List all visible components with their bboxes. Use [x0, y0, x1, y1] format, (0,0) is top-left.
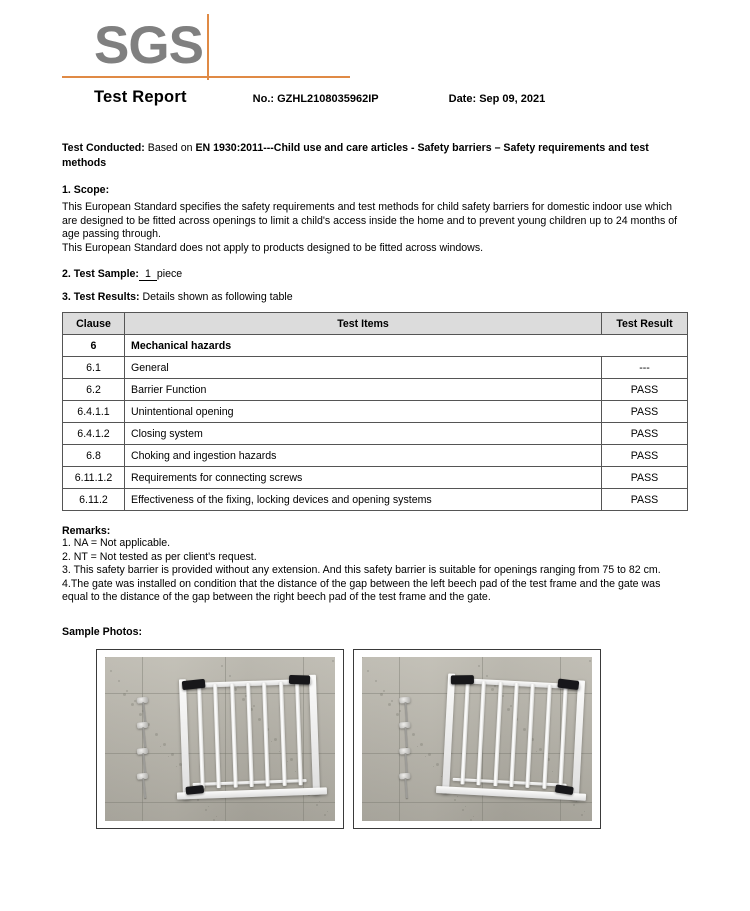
concrete-speck	[420, 743, 423, 746]
cell-test-result: PASS	[602, 401, 688, 423]
cell-test-item: Closing system	[125, 423, 602, 445]
concrete-speck	[581, 814, 583, 816]
cell-clause: 6.11.1.2	[63, 467, 125, 489]
gate-right-post	[572, 680, 585, 800]
cell-test-result: PASS	[602, 467, 688, 489]
gate-vertical-bar	[477, 681, 486, 785]
gate-vertical-bar	[279, 682, 287, 786]
mounting-screw	[136, 772, 155, 800]
gate-vertical-bar	[295, 681, 303, 785]
cell-test-item: Effectiveness of the fixing, locking devices and opening systems	[125, 489, 602, 511]
mounting-screw	[398, 696, 416, 723]
concrete-speck	[131, 703, 134, 706]
concrete-speck	[433, 766, 434, 767]
table-row	[63, 379, 688, 401]
concrete-speck	[126, 690, 128, 692]
concrete-speck	[205, 809, 207, 811]
cell-test-result: ---	[602, 357, 688, 379]
concrete-speck	[160, 746, 161, 747]
column-header-test-items: Test Items	[125, 313, 602, 335]
concrete-speck	[163, 743, 166, 746]
safety-gate	[442, 674, 586, 801]
gate-vertical-bar	[460, 680, 469, 784]
test-results-table	[62, 312, 688, 511]
concrete-seam	[105, 802, 335, 803]
table-row	[63, 357, 688, 379]
concrete-speck	[457, 796, 458, 797]
gate-vertical-bar	[509, 683, 518, 787]
sgs-logo	[94, 0, 688, 75]
report-date-label: Date:	[448, 93, 480, 105]
gate-vertical-bar	[246, 683, 254, 787]
sample-photo-2-image	[362, 657, 592, 821]
table-row	[63, 489, 688, 511]
column-header-clause: Clause	[63, 313, 125, 335]
report-header-row	[62, 88, 688, 107]
screw-shaft	[142, 702, 146, 722]
concrete-speck	[176, 766, 177, 767]
scope-heading: 1. Scope:	[62, 184, 110, 196]
screw-shaft	[142, 778, 146, 798]
cell-clause: 6.4.1.2	[63, 423, 125, 445]
report-date	[449, 93, 546, 105]
concrete-speck	[573, 804, 575, 806]
concrete-speck	[168, 756, 169, 757]
cell-test-item: Mechanical hazards	[125, 335, 688, 357]
concrete-speck	[216, 816, 217, 817]
mounting-screw	[398, 722, 416, 749]
scope-paragraph-2: This European Standard does not apply to products designed to be fitted across windows.	[62, 241, 484, 254]
safety-gate	[179, 675, 321, 799]
screw-shaft	[404, 702, 407, 722]
cell-test-item: General	[125, 357, 602, 379]
concrete-speck	[465, 806, 466, 807]
test-conducted-standard: EN 1930:2011---Child use and care articles - Safety barriers – Safety requirements and test methods	[62, 142, 649, 169]
scope-paragraph-1: This European Standard specifies the safety requirements and test methods for child safety barriers for domestic indoor use which are designed to be fitted across openings to limit a child's access inside the home and to prevent young children up to 24 months of age passing through.	[62, 201, 678, 241]
gate-vertical-bar	[525, 684, 534, 788]
concrete-speck	[388, 703, 391, 706]
mounting-screw	[136, 747, 155, 775]
concrete-speck	[332, 660, 334, 662]
table-header-row	[63, 313, 688, 335]
concrete-speck	[584, 811, 585, 812]
concrete-speck	[470, 819, 472, 821]
concrete-speck	[428, 753, 431, 756]
concrete-speck	[589, 660, 591, 662]
concrete-speck	[462, 809, 464, 811]
test-sample-unit: piece	[156, 268, 183, 281]
cell-clause: 6.2	[63, 379, 125, 401]
concrete-speck	[380, 693, 383, 696]
table-row	[63, 401, 688, 423]
test-sample-label: 2. Test Sample:	[62, 268, 139, 281]
remark-item: 4.The gate was installed on condition that the distance of the gap between the left beech pad of the test frame and the gate was equal to the distance of the gap between the right beech pad of the test frame and the gate.	[62, 577, 661, 603]
cell-clause: 6	[63, 335, 125, 357]
concrete-speck	[105, 657, 106, 658]
report-number-label: No.:	[252, 93, 278, 105]
screw-shaft	[404, 778, 407, 798]
cell-test-item: Barrier Function	[125, 379, 602, 401]
concrete-speck	[375, 680, 377, 682]
remark-item: 1. NA = Not applicable.	[62, 537, 171, 550]
remarks-list	[62, 537, 688, 604]
concrete-speck	[436, 763, 439, 766]
screw-shaft	[142, 727, 146, 747]
remarks-title: Remarks:	[62, 525, 111, 538]
gate-vertical-bar	[213, 684, 221, 788]
gate-left-post	[442, 674, 455, 794]
gate-corner-cap	[450, 675, 474, 684]
concrete-speck	[171, 753, 174, 756]
screw-shaft	[404, 727, 407, 747]
concrete-speck	[118, 680, 120, 682]
sgs-logo-text: SGS	[94, 16, 203, 75]
concrete-speck	[221, 665, 223, 667]
cell-test-item: Unintentional opening	[125, 401, 602, 423]
page-title: Test Report	[94, 88, 187, 106]
gate-vertical-bar	[542, 685, 551, 789]
test-conducted-label: Test Conducted:	[62, 142, 145, 154]
concrete-speck	[473, 816, 474, 817]
cell-clause: 6.1	[63, 357, 125, 379]
gate-vertical-bar	[558, 686, 567, 790]
sample-photo-1	[96, 649, 344, 829]
concrete-speck	[327, 811, 328, 812]
concrete-speck	[478, 665, 480, 667]
gate-vertical-bar	[230, 684, 238, 788]
concrete-speck	[110, 670, 112, 672]
mounting-screw	[136, 721, 155, 749]
remark-item: 2. NT = Not tested as per client's request.	[62, 550, 257, 563]
test-sample-value: 1	[139, 268, 157, 281]
remark-item: 3. This safety barrier is provided without any extension. And this safety barrier is suitable for openings ranging from 75 to 82 cm.	[62, 564, 661, 577]
screw-shaft	[142, 753, 146, 773]
report-date-value: Sep 09, 2021	[479, 93, 546, 105]
concrete-speck	[213, 819, 215, 821]
sample-photos-title: Sample Photos:	[62, 626, 143, 639]
gate-left-post	[179, 679, 190, 799]
gate-corner-cap	[185, 785, 204, 795]
logo-vertical-accent-line	[207, 14, 209, 80]
concrete-speck	[417, 746, 418, 747]
report-number	[253, 93, 379, 105]
test-results-label: 3. Test Results:	[62, 291, 140, 304]
table-row	[63, 423, 688, 445]
concrete-speck	[324, 814, 326, 816]
gate-vertical-bar	[262, 682, 270, 786]
cell-clause: 6.11.2	[63, 489, 125, 511]
cell-clause: 6.4.1.1	[63, 401, 125, 423]
gate-vertical-bar	[493, 682, 502, 786]
concrete-speck	[425, 756, 426, 757]
logo-horizontal-accent-line	[62, 76, 350, 78]
test-results-line	[62, 291, 688, 303]
concrete-speck	[316, 804, 318, 806]
test-conducted-line	[62, 141, 688, 170]
cell-test-item: Choking and ingestion hazards	[125, 445, 602, 467]
concrete-speck	[123, 693, 126, 696]
sample-photo-2	[353, 649, 601, 829]
test-conducted-based-on: Based on	[147, 142, 193, 154]
mounting-screw	[136, 696, 155, 724]
sample-photo-1-image	[105, 657, 335, 821]
cell-test-item: Requirements for connecting screws	[125, 467, 602, 489]
table-row	[63, 445, 688, 467]
test-results-note: Details shown as following table	[142, 291, 293, 304]
concrete-speck	[391, 700, 393, 702]
cell-test-result: PASS	[602, 379, 688, 401]
table-row	[63, 467, 688, 489]
test-sample-line	[62, 268, 688, 280]
screw-shaft	[404, 753, 407, 773]
concrete-speck	[362, 657, 363, 658]
cell-test-result: PASS	[602, 445, 688, 467]
table-row	[63, 335, 688, 357]
sample-photos-row	[96, 649, 688, 829]
concrete-speck	[367, 670, 369, 672]
concrete-speck	[155, 733, 158, 736]
cell-test-result: PASS	[602, 489, 688, 511]
gate-vertical-bar	[197, 685, 205, 789]
mounting-screw	[398, 772, 416, 799]
gate-corner-cap	[181, 678, 205, 689]
concrete-speck	[208, 806, 209, 807]
report-number-value: GZHL2108035962IP	[277, 93, 379, 105]
concrete-speck	[383, 690, 385, 692]
cell-test-result: PASS	[602, 423, 688, 445]
column-header-test-result: Test Result	[602, 313, 688, 335]
cell-clause: 6.8	[63, 445, 125, 467]
table-body	[63, 335, 688, 511]
concrete-seam	[362, 802, 592, 803]
mounting-screw	[398, 747, 416, 774]
gate-corner-cap	[289, 675, 310, 685]
